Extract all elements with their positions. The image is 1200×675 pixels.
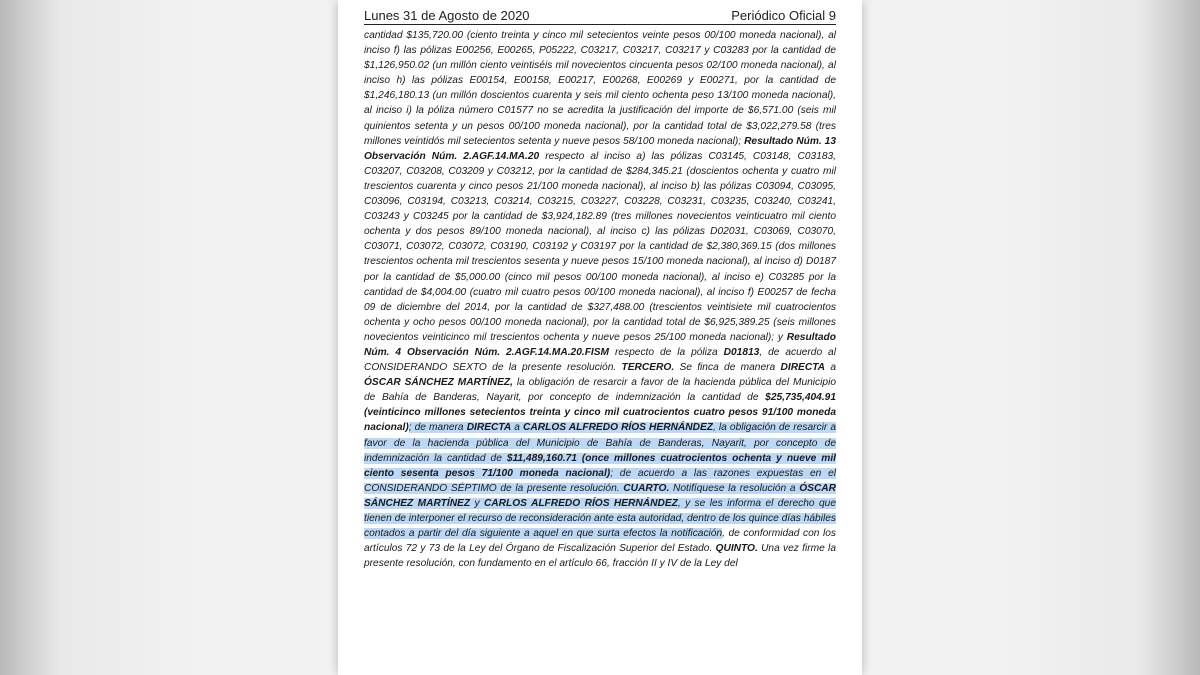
text-run: D01813 (723, 346, 760, 358)
header-publication: Periódico Oficial 9 (731, 8, 836, 23)
text-run: ÓSCAR SÁNCHEZ MARTÍNEZ (364, 482, 837, 509)
text-run: Una vez firme la presente resolución, con fundamento en el artículo 66, fracción II y IV de la Ley del (364, 543, 836, 570)
page-header (364, 8, 836, 24)
text-run: Se finca de manera (674, 362, 781, 374)
text-run: QUINTO. (715, 543, 758, 555)
document-body (364, 28, 836, 571)
document-page (338, 0, 862, 675)
text-run: ; de manera (408, 422, 467, 434)
text-run: la obligación de resarcir a favor de la hacienda pública del Municipio de Bahía de Banderas, Nayarit, por concepto de indemnización la cantidad de (364, 377, 837, 404)
text-run: , la obligación de resarcir a favor de la hacienda pública del Municipio de Bahía de Banderas, Nayarit, por concepto de indemnización la cantidad de (364, 422, 837, 464)
text-run: a (825, 362, 836, 374)
header-rule (364, 24, 836, 25)
text-run: Resultado Núm. 4 Observación Núm. 2.AGF.14.MA.20.FISM (364, 331, 836, 358)
text-run: , y se les informa el derecho que tienen de interponer el recurso de reconsideración ante esta autoridad, dentro de los quince días hábiles contados a partir del día siguiente a aquel en que surta efectos la notificación (364, 497, 836, 540)
text-run: TERCERO. (621, 362, 675, 374)
text-run: Resultado Núm. 13 Observación Núm. 2.AGF.14.MA.20 (364, 135, 836, 162)
text-run: cantidad $135,720.00 (ciento treinta y cinco mil setecientos veinte pesos 00/100 moneda nacional), al inciso f) las pólizas E00256, E00265, P05222, C03217, C03217, C03217 y C03283 por la cantidad de $1,126,950.02 (un millón ciento veintiséis mil novecientos cincuenta pesos 02/100 moneda nacional), al inciso h) las pólizas E00154, E00158, E00217, E00268, E00269 y E00271, por la cantidad de $1,246,180.13 (un millón doscientos cuarenta y seis mil ciento ochenta peso 13/100 moneda nacional), al inciso i) la póliza número C01577 no se acredita la justificación del importe de $6,571.00 (seis mil quinientos setenta y un pesos 00/100 moneda nacional), por la cantidad total de $3,022,279.58 (tres millones veintidós mil setecientos setenta y nueve pesos 58/100 moneda nacional); (364, 30, 836, 147)
text-run: $25,735,404.91 (veinticinco millones setecientos treinta y cinco mil cuatrocientos cuatro pesos 91/100 moneda nacional) (364, 392, 836, 434)
text-run: respecto de la póliza (609, 346, 724, 358)
text-run: y (470, 497, 484, 509)
text-run: CARLOS ALFREDO RÍOS HERNÁNDEZ (483, 497, 678, 509)
text-run: , de conformidad con los artículos 72 y 73 de la Ley del Órgano de Fiscalización Superior del Estado. (364, 528, 836, 555)
text-run: a (511, 422, 524, 434)
text-run: $11,489,160.71 (once millones cuatrocientos ochenta y nueve mil ciento sesenta pesos 71/100 moneda nacional) (364, 452, 836, 479)
text-run: ÓSCAR SÁNCHEZ MARTÍNEZ, (364, 377, 513, 389)
text-run: DIRECTA (466, 422, 512, 434)
text-run: CARLOS ALFREDO RÍOS HERNÁNDEZ (523, 422, 714, 434)
text-run: , de acuerdo al CONSIDERANDO SEXTO de la presente resolución. (364, 346, 836, 374)
text-run: Notifíquese la resolución a (669, 482, 800, 494)
text-run: respecto al inciso a) las pólizas C03145, C03148, C03183, C03207, C03208, C03209 y C03212, por la cantidad de $284,345.21 (doscientos ochenta y cuatro mil trescientos cuarenta y cinco pesos 21/100 moneda nacional), al inciso b) las pólizas C03094, C03095, C03096, C03194, C03213, C03214, C03215, C03227, C03228, C03231, C03235, C03240, C03241, C03243 y C03245 por la cantidad de $3,924,182.89 (tres millones novecientos veinticuatro mil ciento ochenta y dos pesos 89/100 moneda nacional), al inciso c) las pólizas D02031, C03069, C03070, C03071, C03072, C03072, C03190, C03192 y C03197 por la cantidad de $2,380,369.15 (dos millones trescientos ochenta mil trescientos sesenta y nueve pesos 15/100 moneda nacional), al inciso d) D0187 por la cantidad de $5,000.00 (cinco mil pesos 00/100 moneda nacional), al inciso e) C03285 por la cantidad de $4,004.00 (cuatro mil cuatro pesos 00/100 moneda nacional), al inciso f) E00257 de fecha 09 de diciembre del 2014, por la cantidad de $327,488.00 (trescientos veintisiete mil cuatrocientos ochenta y ocho pesos 00/100 moneda nacional), por la cantidad total de $6,925,389.25 (seis millones novecientos veinticinco mil trescientos ochenta y nueve pesos 25/100 moneda nacional); y (364, 150, 836, 343)
resolution-paragraph (364, 28, 836, 571)
text-run: DIRECTA (780, 362, 826, 374)
header-date: Lunes 31 de Agosto de 2020 (364, 8, 530, 23)
text-run: ; de acuerdo a las razones expuestas en el CONSIDERANDO SÉPTIMO de la presente resolución. (364, 467, 836, 494)
text-run: CUARTO. (623, 482, 670, 494)
